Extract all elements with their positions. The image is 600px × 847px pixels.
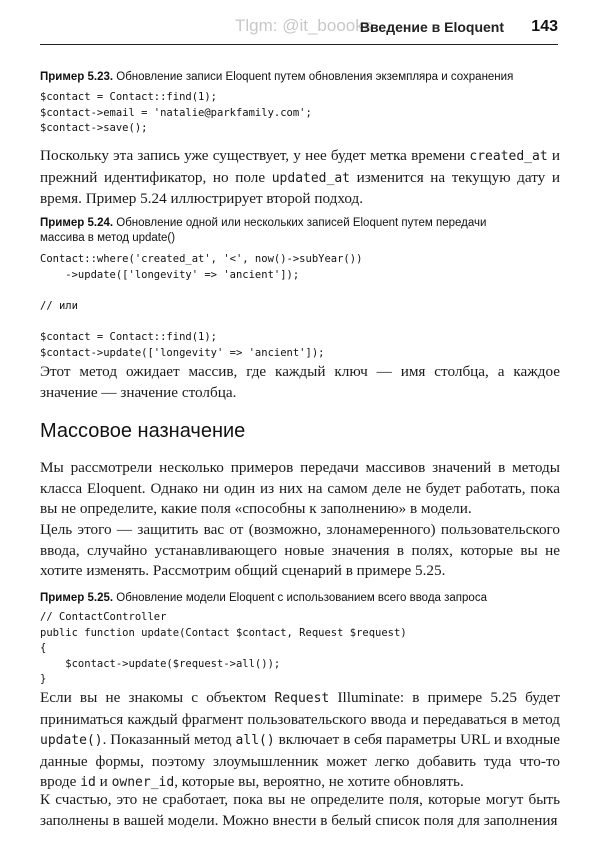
example-5-25 xyxy=(40,591,560,688)
inline-code: all() xyxy=(235,733,275,749)
text-run: Illuminate: в примере 5.25 будет приниматься каждый фрагмент пользовательского ввода и передаваться в метод xyxy=(40,689,560,728)
text-run: , которые вы, вероятно, не хотите обновлять. xyxy=(174,773,464,791)
example-title: Обновление модели Eloquent с использованием всего ввода запроса xyxy=(116,592,487,604)
paragraph-2: Этот метод ожидает массив, где каждый ключ — имя столбца, а каждое значение — значение столбца. xyxy=(40,363,560,401)
inline-code: update() xyxy=(40,733,103,749)
page-header xyxy=(40,14,558,45)
running-title: Введение в Eloquent xyxy=(359,19,504,35)
paragraph-6: К счастью, это не сработает, пока вы не определите поля, которые могут быть заполнены в вашей модели. Можно внести в белый список поля для заполнения xyxy=(40,791,560,829)
example-caption xyxy=(40,216,520,246)
paragraph-4: Цель этого — защитить вас от (возможно, злонамеренного) пользовательского ввода, случайно устанавливающего новые значения в полях, которые вы не хотите изменять. Рассмотрим общий сценарий в примере 5.25. xyxy=(40,521,560,580)
page-number: 143 xyxy=(531,18,558,35)
watermark: Tlgm: @it_boooks xyxy=(235,16,373,35)
text-run: изменится на текущую дату и время. Пример 5.24 иллюстрирует второй подход. xyxy=(40,168,560,208)
text-run: Если вы не знакомы с объектом xyxy=(40,689,275,706)
text-run: . Показанный метод xyxy=(102,731,236,749)
section-heading-block xyxy=(40,420,560,443)
example-label: Пример 5.23. xyxy=(40,71,114,83)
code-listing: // ContactController public function update(Contact $contact, Request $request) { $contact->update($request->all()); } xyxy=(40,611,407,686)
text-run: включает в себя параметры URL и входные данные формы, поэтому злоумышленник может легко добавить туда что-то вроде xyxy=(40,731,560,791)
inline-code: id xyxy=(80,775,96,791)
paragraph-1 xyxy=(40,146,560,210)
example-caption xyxy=(40,70,560,85)
inline-code: Request xyxy=(274,691,330,706)
text-run: и xyxy=(95,773,112,791)
example-label: Пример 5.25. xyxy=(40,592,114,604)
example-5-24 xyxy=(40,216,560,361)
example-title: Обновление одной или нескольких записей Eloquent путем передачи массива в метод update() xyxy=(40,217,487,244)
paragraph-5 xyxy=(40,688,560,794)
paragraph-3: Мы рассмотрели несколько примеров передачи массивов значений в методы класса Eloquent. Однако ни один из них на самом деле не будет работать, пока вы не определите, какие поля «способны к заполнению» в модели. xyxy=(40,459,560,518)
example-title: Обновление записи Eloquent путем обновления экземпляра и сохранения xyxy=(116,71,514,83)
inline-code: owner_id xyxy=(111,775,175,791)
inline-code: updated_at xyxy=(271,170,350,186)
code-listing: Contact::where('created_at', '<', now()->subYear()) ->update(['longevity' => 'ancient']); // или $contact = Contact::find(1); $contact->update(['longevity' => 'ancient']); xyxy=(40,253,363,359)
example-label: Пример 5.24. xyxy=(40,217,114,229)
inline-code: created_at xyxy=(469,149,548,164)
text-run: и прежний идентификатор, но поле xyxy=(40,147,560,186)
example-caption xyxy=(40,591,560,606)
code-listing: $contact = Contact::find(1); $contact->email = 'natalie@parkfamily.com'; $contact->save(); xyxy=(40,91,312,135)
text-run: Поскольку эта запись уже существует, у нее будет метка времени xyxy=(40,147,470,164)
example-5-23 xyxy=(40,70,560,137)
section-heading: Массовое назначение xyxy=(40,420,246,442)
